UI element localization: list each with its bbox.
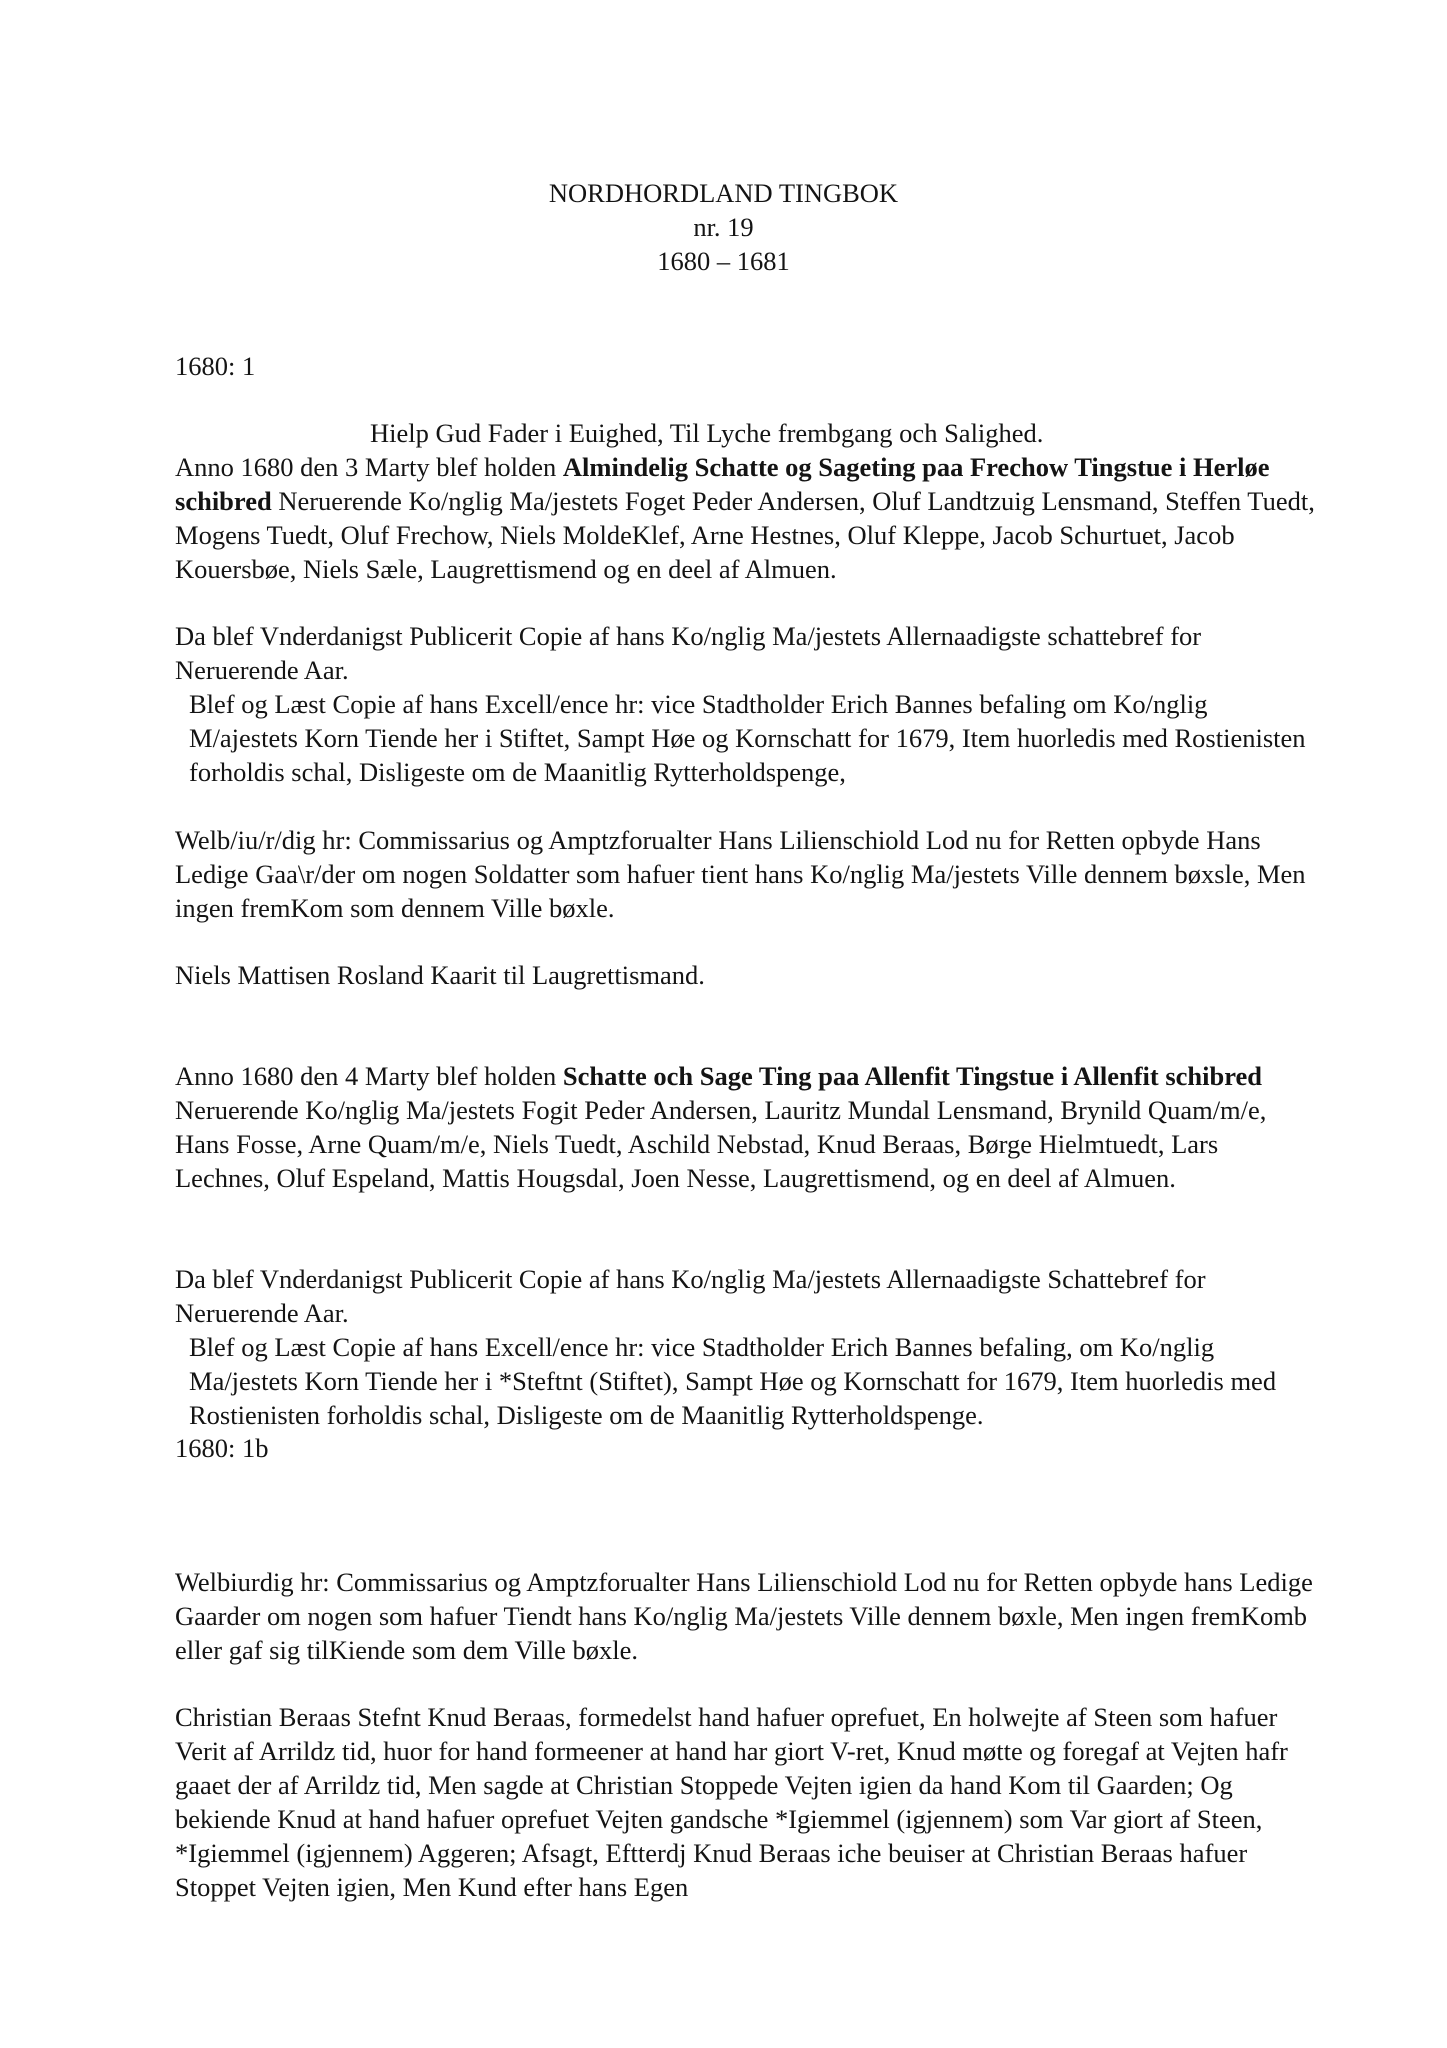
document-number: nr. 19 — [693, 212, 754, 242]
paragraph-text: Welbiurdig hr: Commissarius og Amptzforualter Hans Lilienschiold Lod nu for Retten opbyde hans Ledige Gaarder om nogen som hafuer Tiendt hans Ko/nglig Ma/jestets Ville dennem bøxle, Men ingen fremKomb eller gaf sig tilKiende som dem Ville bøxle. — [175, 1567, 1313, 1665]
entry-heading: Almindelig Schatte og Sageting paa Frechow Tingstue i Herløe schibred — [175, 452, 1270, 516]
document-title: NORDHORDLAND TINGBOK — [548, 178, 899, 208]
farm-paragraph — [175, 1565, 1315, 1667]
entry-body: Neruerende Ko/nglig Ma/jestets Foget Peder Andersen, Oluf Landtzuig Lensmand, Steffen Tuedt, Mogens Tuedt, Oluf Frechow, Niels MoldeKlef, Arne Hestnes, Oluf Kleppe, Jacob Schurtuet, Jacob Kouersbøe, Niels Sæle, Laugrettismend og en deel af Almuen. — [175, 486, 1315, 584]
farm-paragraph — [175, 823, 1315, 925]
case-paragraph — [175, 1700, 1315, 1904]
document-years: 1680 – 1681 — [657, 246, 790, 276]
order-paragraph — [175, 1330, 1315, 1432]
paragraph-text: Da blef Vnderdanigst Publicerit Copie af hans Ko/nglig Ma/jestets Allernaadigste Schattebref for Neruerende Aar. — [175, 1264, 1206, 1328]
paragraph-text: Niels Mattisen Rosland Kaarit til Laugrettismand. — [175, 960, 705, 990]
paragraph-text: Christian Beraas Stefnt Knud Beraas, formedelst hand hafuer oprefuet, En holwejte af Steen som hafuer Verit af Arrildz tid, huor for hand formeener at hand har giort V-ret, Knud møtte og foregaf at Vejten hafr gaaet der af Arrildz tid, Men sagde at Christian Stoppede Vejten igien da hand Kom til Gaarden; Og bekiende Knud at hand hafuer oprefuet Vejten gandsche *Igiemmel (igjennem) som Var giort af Steen, *Igiemmel (igjennem) Aggeren; Afsagt, Eftterdj Knud Beraas iche beuiser at Christian Beraas hafuer Stoppet Vejten igien, Men Kund efter hans Egen — [175, 1702, 1288, 1902]
entry-intro: Anno 1680 den 4 Marty blef holden — [175, 1061, 563, 1091]
juror-paragraph — [175, 958, 1315, 992]
paragraph-text: Blef og Læst Copie af hans Excell/ence hr: vice Stadtholder Erich Bannes befaling om Ko/nglig M/ajestets Korn Tiende her i Stiftet, Sampt Høe og Kornschatt for 1679, Item huorledis med Rostienisten forholdis schal, Disligeste om de Maanitlig Rytterholdspenge, — [189, 689, 1306, 787]
entry-body: Neruerende Ko/nglig Ma/jestets Fogit Peder Andersen, Lauritz Mundal Lensmand, Brynild Quam/m/e, Hans Fosse, Arne Quam/m/e, Niels Tuedt, Aschild Nebstad, Knud Beraas, Børge Hielmtuedt, Lars Lechnes, Oluf Espeland, Mattis Hougsdal, Joen Nesse, Laugrettismend, og en deel af Almuen. — [175, 1095, 1267, 1193]
motto-line — [175, 416, 1315, 450]
entry-heading: Schatte och Sage Ting paa Allenfit Tingstue i Allenfit schibred — [562, 1061, 1263, 1091]
page-marker: 1680: 1b — [175, 1433, 269, 1463]
entry-paragraph — [175, 450, 1315, 586]
entry-intro: Anno 1680 den 3 Marty blef holden — [175, 452, 563, 482]
page-marker: 1680: 1 — [175, 351, 256, 381]
document-header — [0, 176, 1447, 278]
motto-text: Hielp Gud Fader i Euighed, Til Lyche frembgang och Salighed. — [370, 418, 1044, 448]
paragraph-text: Blef og Læst Copie af hans Excell/ence hr: vice Stadtholder Erich Bannes befaling, om Ko/nglig Ma/jestets Korn Tiende her i *Steftnt (Stiftet), Sampt Høe og Kornschatt for 1679, Item huorledis med Rostienisten forholdis schal, Disligeste om de Maanitlig Rytterholdspenge. — [189, 1332, 1277, 1430]
paragraph-text: Welb/iu/r/dig hr: Commissarius og Amptzforualter Hans Lilienschiold Lod nu for Retten opbyde Hans Ledige Gaa\r/der om nogen Soldatter som hafuer tient hans Ko/nglig Ma/jestets Ville dennem bøxsle, Men ingen fremKom som dennem Ville bøxle. — [175, 825, 1306, 923]
entry-paragraph — [175, 1059, 1315, 1195]
order-paragraph — [175, 687, 1315, 789]
publication-paragraph — [175, 1262, 1315, 1330]
publication-paragraph — [175, 619, 1315, 687]
paragraph-text: Da blef Vnderdanigst Publicerit Copie af hans Ko/nglig Ma/jestets Allernaadigste schattebref for Neruerende Aar. — [175, 621, 1202, 685]
